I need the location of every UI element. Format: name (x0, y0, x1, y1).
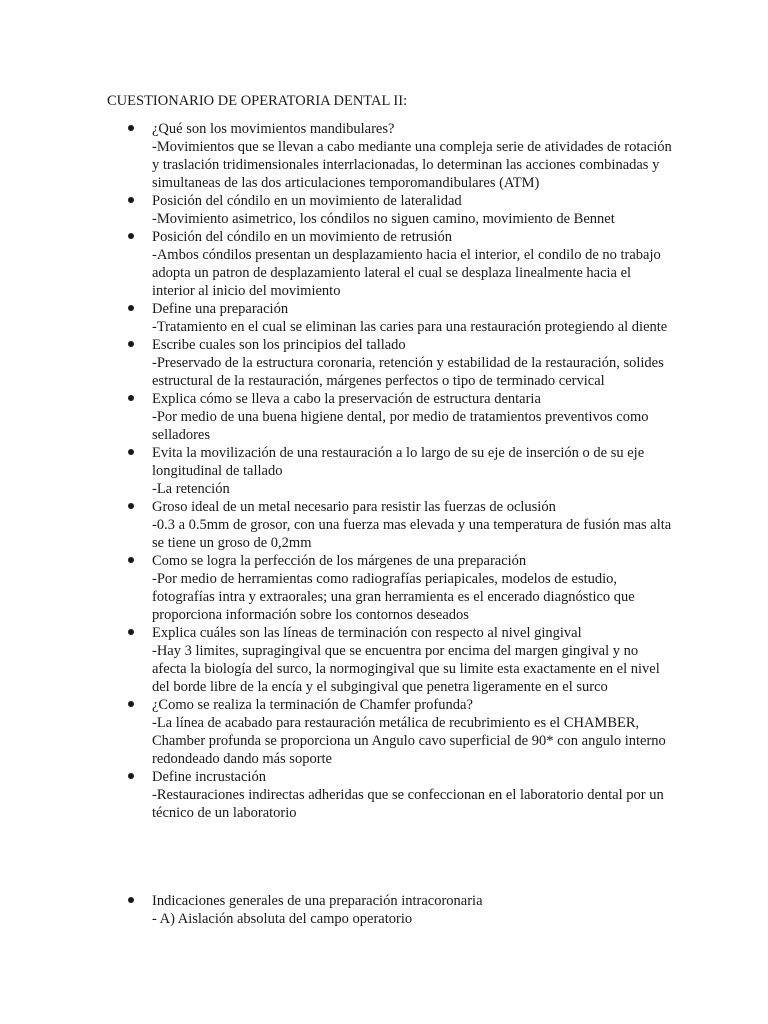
document-title: CUESTIONARIO DE OPERATORIA DENTAL II: (107, 93, 408, 109)
question-text: Define una preparación (152, 301, 289, 317)
question-text: Indicaciones generales de una preparación intracoronaria (152, 893, 483, 909)
answer-text: -Preservado de la estructura coronaria, retención y estabilidad de la restauración, solides estructural de la restauración, márgenes perfectos o tipo de terminado cervical (152, 355, 664, 389)
list-item (0, 120, 672, 192)
bullet-icon (128, 701, 134, 707)
answer-text: -Movimientos que se llevan a cabo mediante una compleja serie de atividades de rotación y traslación tridimensionales interrlacionadas, lo determinan las acciones combinadas y simultaneas de las dos articulaciones temporomandibulares (ATM) (152, 139, 672, 191)
answer-text: -Hay 3 limites, supragingival que se encuentra por encima del margen gingival y no afecta la biología del surco, la normogingival que su limite esta exactamente en el nivel del borde libre de la encía y el subgingival que penetra ligeramente en el surco (152, 643, 660, 695)
answer-text: -Restauraciones indirectas adheridas que se confeccionan en el laboratorio dental por un técnico de un laboratorio (152, 787, 664, 821)
bullet-icon (128, 503, 134, 509)
question-list (0, 120, 768, 822)
list-item (0, 624, 672, 696)
question-text: Posición del cóndilo en un movimiento de lateralidad (152, 193, 462, 209)
list-item (0, 552, 672, 624)
question-text: Explica cómo se lleva a cabo la preservación de estructura dentaria (152, 391, 541, 407)
list-item (0, 390, 672, 444)
bullet-icon (128, 305, 134, 311)
bullet-icon (128, 125, 134, 131)
answer-text: -Ambos cóndilos presentan un desplazamiento hacia el interior, el condilo de no trabajo adopta un patron de desplazamiento lateral el cual se desplaza linealmente hacia el interior al inicio del movimiento (152, 247, 661, 299)
list-item (0, 498, 672, 552)
question-text: Groso ideal de un metal necesario para resistir las fuerzas de oclusión (152, 499, 556, 515)
bullet-icon (128, 233, 134, 239)
list-item (0, 228, 672, 300)
answer-text: -Tratamiento en el cual se eliminan las caries para una restauración protegiendo al diente (152, 319, 668, 335)
list-item (0, 192, 672, 228)
question-text: Posición del cóndilo en un movimiento de retrusión (152, 229, 453, 245)
list-item (0, 892, 672, 928)
answer-text: -La retención (152, 481, 230, 497)
answer-text: -Movimiento asimetrico, los cóndilos no siguen camino, movimiento de Bennet (152, 211, 615, 227)
question-text: ¿Qué son los movimientos mandibulares? (152, 121, 395, 137)
question-list-second (0, 892, 768, 928)
list-item (0, 300, 672, 336)
question-text: Evita la movilización de una restauración a lo largo de su eje de inserción o de su eje longitudinal de tallado (152, 445, 645, 479)
list-item (0, 336, 672, 390)
question-text: Explica cuáles son las líneas de terminación con respecto al nivel gingival (152, 625, 582, 641)
question-text: ¿Como se realiza la terminación de Chamfer profunda? (152, 697, 473, 713)
answer-text: - A) Aislación absoluta del campo operatorio (152, 911, 413, 927)
bullet-icon (128, 449, 134, 455)
answer-text: -La línea de acabado para restauración metálica de recubrimiento es el CHAMBER, Chamber profunda se proporciona un Angulo cavo superficial de 90* con angulo interno redondeado dando más soporte (152, 715, 666, 767)
question-text: Como se logra la perfección de los márgenes de una preparación (152, 553, 527, 569)
bullet-icon (128, 197, 134, 203)
list-item (0, 696, 672, 768)
list-item (0, 444, 672, 498)
answer-text: -0.3 a 0.5mm de grosor, con una fuerza mas elevada y una temperatura de fusión mas alta se tiene un groso de 0,2mm (152, 517, 672, 551)
answer-text: -Por medio de herramientas como radiografías periapicales, modelos de estudio, fotografías intra y extraorales; una gran herramienta es el encerado diagnóstico que proporciona información sobre los contornos deseados (152, 571, 635, 623)
question-text: Define incrustación (152, 769, 266, 785)
bullet-icon (128, 341, 134, 347)
bullet-icon (128, 897, 134, 903)
list-item (0, 768, 672, 822)
bullet-icon (128, 629, 134, 635)
bullet-icon (128, 773, 134, 779)
question-text: Escribe cuales son los principios del tallado (152, 337, 406, 353)
bullet-icon (128, 557, 134, 563)
answer-text: -Por medio de una buena higiene dental, por medio de tratamientos preventivos como selladores (152, 409, 649, 443)
bullet-icon (128, 395, 134, 401)
